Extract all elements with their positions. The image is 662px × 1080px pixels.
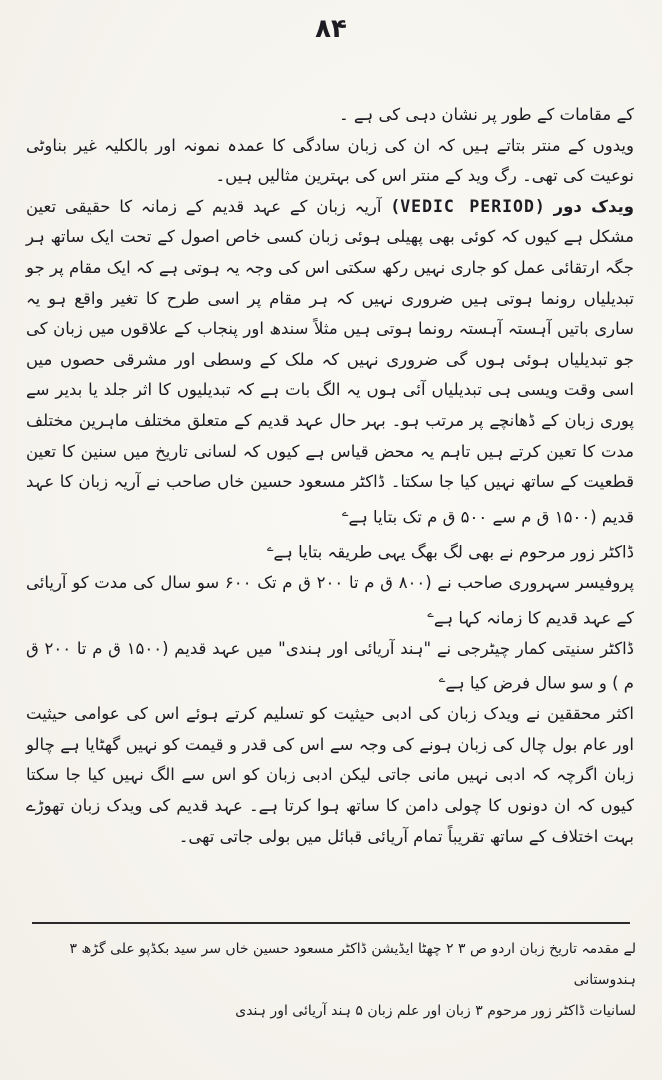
footnote-mark: ے bbox=[438, 672, 446, 686]
paragraph-7: اکثر محققین نے ویدک زبان کی ادبی حیثیت کو تسلیم کرتے ہوئے اس کی عوامی حیثیت اور عام بول چال کی زبان ہونے کی وجہ سے اس کی قدر و قیمت کو نہیں گھٹایا ہے چالو زبان اگرچہ کہ ادبی نہیں مانی جاتی لیکن ادبی زبان کو اس سے الگ نہیں کیا جا سکتا کیوں کہ ان دونوں کا چولی دامن کا ساتھ ہوا کرتا ہے۔ عہد قدیم کی ویدک زبان تھوڑے بہت اختلاف کے ساتھ تقریباً تمام آریائی قبائل میں بولی جاتی تھی۔ bbox=[26, 704, 634, 846]
body-text bbox=[26, 100, 634, 852]
paragraph-5-text: پروفیسر سہروری صاحب نے (۸۰۰ ق م تا ۲۰۰ ق م تک ۶۰۰ سو سال کی مدت کو آریائی کے عہد قدیم کا زمانہ کہا ہے bbox=[26, 572, 635, 627]
paragraph-4-text: ڈاکٹر زور مرحوم نے بھی لگ بھگ یہی طریقہ بتایا ہے bbox=[273, 542, 634, 562]
vedic-period-heading: ویدک دور bbox=[553, 196, 635, 216]
footnote-mark: ے bbox=[267, 540, 274, 554]
paragraph-2: ویدوں کے منتر بتاتے ہیں کہ ان کی زبان سادگی کا عمدہ نمونہ اور بالکلیہ غیر بناوٹی نوعیت کی تھی۔ رگ وید کے منتر اس کی بہترین مثالیں ہیں۔ bbox=[26, 135, 634, 186]
footnote-line-2: لسانیات ڈاکٹر زور مرحوم ۳ زبان اور علم زبان ۵ ہند آریائی اور ہندی bbox=[235, 1003, 636, 1019]
paragraph-3 bbox=[26, 192, 634, 533]
vedic-period-lead-text: آریہ زبان کے bbox=[289, 196, 382, 216]
footnote-mark: ے bbox=[342, 505, 349, 519]
paragraph-3-text: عہد قدیم کے زمانہ کا حقیقی تعین مشکل ہے کیوں کہ کوئی بھی پھیلی ہوئی زبان کسی خاص اصول کے تحت ایک ساتھ ہر جگہ ارتقائی عمل کو جاری نہیں رکھ سکتی اس کی وجہ یہ ہوتی ہے کہ ایک مقام پر جو تبدیلیاں رونما ہوتی ہیں ضروری نہیں کہ ہر مقام پر اسی طرح کا تغیر واقع ہو یہ ساری باتیں آہستہ آہستہ رونما ہوتی ہیں مثلاً سندھ اور پنجاب کے علاقوں میں زبان کی جو تبدیلیاں ہوئی ہوں گی ضروری نہیں کہ ملک کے وسطی اور مشرقی حصوں میں اسی وقت ویسی ہی تبدیلیاں آئی ہوں یہ الگ بات ہے کہ تبدیلیوں کا اثر جلد یا بدیر سے پوری زبان کے ڈھانچے پر مرتب ہو۔ بہر حال عہد قدیم کے متعلق مختلف ماہرین مختلف مدت کا تعین کرتے ہیں تاہم یہ محض قیاس ہے کیوں کہ لسانی تاریخ میں سنین کا تعین قطعیت کے ساتھ نہیں کیا جا سکتا۔ ڈاکٹر مسعود حسین خاں صاحب نے آریہ زبان کا عہد قدیم (۱۵۰۰ ق م سے ۵۰۰ ق م تک بتایا ہے bbox=[26, 196, 634, 527]
paragraph-1: کے مقامات کے طور پر نشان دہی کی ہے ۔ bbox=[338, 105, 634, 124]
paragraph-5 bbox=[26, 568, 634, 634]
paragraph-6-text: ڈاکٹر سنیتی کمار چیٹرجی نے "ہند آریائی اور ہندی" میں عہد قدیم (۱۵۰۰ ق م تا ۲۰۰ ق م ) و سو سال فرض کیا ہے bbox=[26, 638, 634, 693]
footnotes bbox=[24, 934, 636, 1027]
footnote-line-1: لے مقدمہ تاریخ زبان اردو ص ۳ ۲ چھٹا ایڈیشن ڈاکٹر مسعود حسین خاں سر سید بکڈپو علی گڑھ ۳ ہندوستانی bbox=[69, 941, 636, 988]
vedic-period-latin: (VEDIC PERIOD) bbox=[390, 196, 545, 216]
paragraph-6 bbox=[26, 634, 634, 700]
footnote-mark: ے bbox=[427, 606, 434, 620]
page-number: ۸۴ bbox=[315, 14, 347, 44]
paragraph-4 bbox=[26, 533, 634, 568]
footnote-divider bbox=[32, 922, 630, 924]
